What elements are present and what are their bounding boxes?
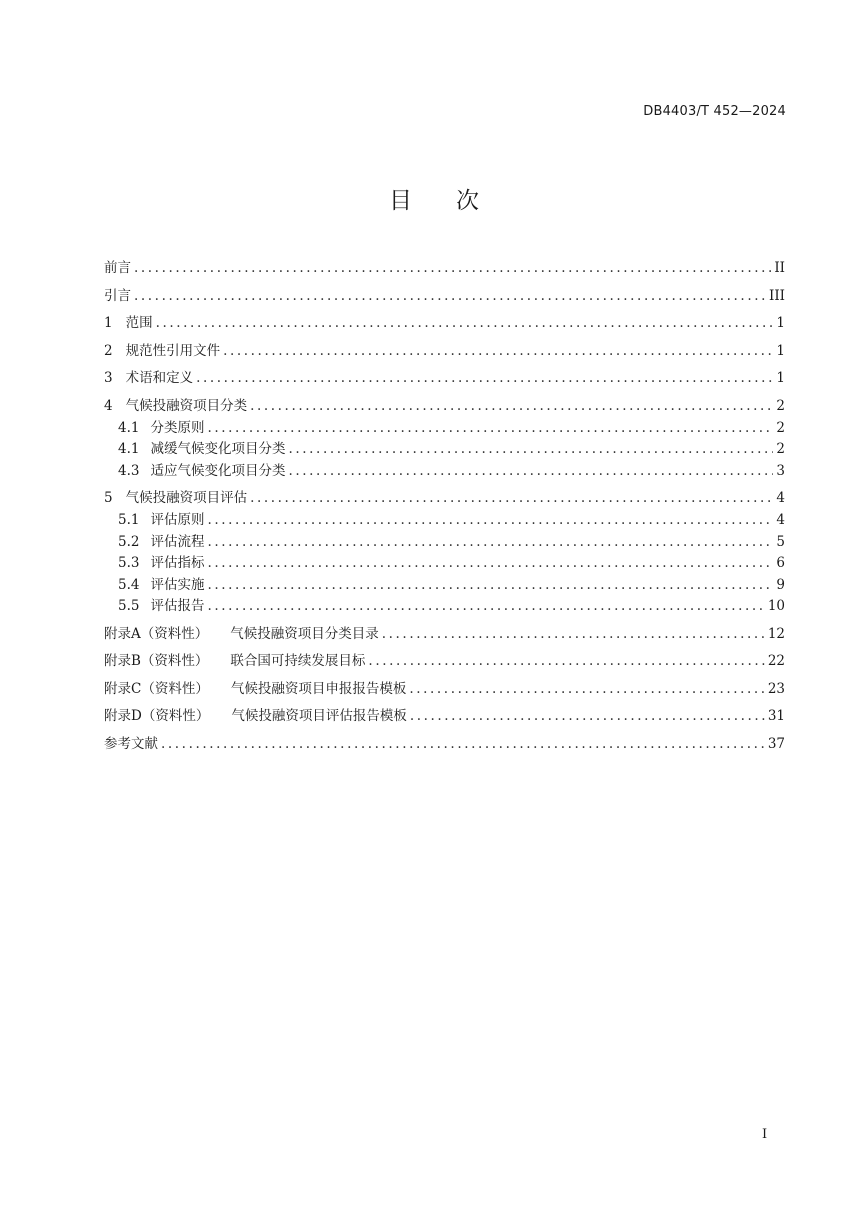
toc-leader-dots bbox=[161, 733, 765, 755]
toc-entry-page: 5 bbox=[776, 533, 785, 550]
toc-entry-page: 10 bbox=[767, 598, 785, 614]
toc-entry-page: 4 bbox=[776, 512, 785, 528]
toc-entry-page: 2 bbox=[776, 397, 785, 414]
toc-entry-label: 术语和定义 bbox=[125, 370, 194, 386]
toc-entry-number: 4 bbox=[104, 397, 113, 414]
toc-entry-number: 5.2 bbox=[118, 533, 140, 550]
toc-entry[interactable] bbox=[104, 650, 785, 672]
toc-entry-number: 5.1 bbox=[118, 512, 140, 528]
toc-entry-label: 引言 bbox=[104, 287, 131, 304]
toc-entry-number: 2 bbox=[104, 342, 113, 359]
toc-entry-label: 规范性引用文件 bbox=[125, 342, 221, 359]
toc-entry-label: 分类原则 bbox=[150, 419, 205, 436]
toc-entry[interactable] bbox=[104, 509, 785, 531]
toc-leader-dots bbox=[250, 487, 773, 509]
toc-entry-label: 减缓气候变化项目分类 bbox=[150, 441, 286, 457]
toc-leader-dots bbox=[288, 438, 773, 460]
toc-entry[interactable] bbox=[104, 367, 785, 389]
toc-entry-number: 1 bbox=[104, 315, 113, 331]
toc-leader-dots bbox=[382, 623, 765, 645]
toc-entry-page: 1 bbox=[776, 370, 785, 386]
toc-entry-number: 5.4 bbox=[118, 576, 140, 593]
toc-entry-number: 4.1 bbox=[118, 419, 140, 436]
toc-entry-number: 5 bbox=[104, 490, 113, 506]
toc-entry[interactable] bbox=[104, 285, 785, 307]
toc-entry-number: 5.3 bbox=[118, 555, 140, 571]
toc-entry[interactable] bbox=[104, 531, 785, 553]
toc-entry-page: 37 bbox=[767, 735, 785, 752]
page-number: I bbox=[762, 1127, 768, 1142]
toc-entry-number: 5.5 bbox=[118, 598, 140, 614]
toc-entry[interactable] bbox=[104, 733, 785, 755]
toc-leader-dots bbox=[207, 509, 773, 531]
toc-leader-dots bbox=[207, 595, 764, 617]
toc-entry[interactable] bbox=[104, 552, 785, 574]
toc-entry-label: 范围 bbox=[125, 315, 153, 331]
table-of-contents bbox=[104, 257, 785, 755]
toc-entry[interactable] bbox=[104, 395, 785, 417]
toc-entry-page: II bbox=[774, 260, 785, 276]
toc-entry-page: 4 bbox=[776, 490, 785, 506]
toc-entry-page: 1 bbox=[776, 342, 785, 359]
toc-entry-label: 评估实施 bbox=[150, 576, 205, 593]
toc-entry-number: 4.3 bbox=[118, 462, 140, 479]
toc-leader-dots bbox=[207, 574, 773, 596]
toc-entry-label: 气候投融资项目申报报告模板 bbox=[230, 680, 407, 697]
toc-leader-dots bbox=[207, 552, 773, 574]
toc-entry-label: 评估流程 bbox=[150, 533, 205, 550]
toc-entry-label: 气候投融资项目评估报告模板 bbox=[231, 708, 407, 724]
toc-entry-page: 22 bbox=[767, 653, 785, 669]
toc-leader-dots bbox=[156, 312, 774, 334]
toc-entry-label: 气候投融资项目分类目录 bbox=[230, 625, 379, 642]
toc-entry-number: 附录D（资料性） bbox=[104, 708, 210, 724]
toc-leader-dots bbox=[250, 395, 773, 417]
toc-entry[interactable] bbox=[104, 340, 785, 362]
document-code: DB4403/T 452—2024 bbox=[643, 104, 786, 119]
toc-leader-dots bbox=[223, 340, 773, 362]
toc-entry-number: 附录C（资料性） bbox=[104, 680, 209, 697]
toc-entry-label: 评估原则 bbox=[150, 512, 205, 528]
toc-entry-page: 12 bbox=[767, 625, 785, 642]
toc-entry[interactable] bbox=[104, 460, 785, 482]
toc-entry[interactable] bbox=[104, 705, 785, 727]
toc-entry-page: 3 bbox=[776, 462, 785, 479]
toc-entry-page: 9 bbox=[776, 576, 785, 593]
toc-entry-label: 联合国可持续发展目标 bbox=[230, 653, 366, 669]
toc-entry-label: 气候投融资项目评估 bbox=[125, 490, 248, 506]
toc-leader-dots bbox=[207, 531, 773, 553]
toc-entry-number: 附录A（资料性） bbox=[104, 625, 209, 642]
toc-entry-label: 适应气候变化项目分类 bbox=[150, 462, 286, 479]
toc-entry[interactable] bbox=[104, 417, 785, 439]
toc-leader-dots bbox=[134, 285, 766, 307]
toc-entry-page: 2 bbox=[776, 441, 785, 457]
toc-entry-number: 附录B（资料性） bbox=[104, 653, 209, 669]
toc-entry[interactable] bbox=[104, 623, 785, 645]
toc-leader-dots bbox=[368, 650, 764, 672]
toc-entry-page: III bbox=[769, 287, 785, 304]
page-title-part1: 目 bbox=[389, 188, 412, 214]
toc-leader-dots bbox=[196, 367, 773, 389]
toc-entry-page: 6 bbox=[776, 555, 785, 571]
page-title bbox=[0, 182, 868, 215]
toc-entry-page: 1 bbox=[776, 315, 785, 331]
toc-entry-label: 评估报告 bbox=[150, 598, 205, 614]
toc-entry[interactable] bbox=[104, 257, 785, 279]
toc-entry-number: 4.1 bbox=[118, 441, 140, 457]
toc-entry[interactable] bbox=[104, 595, 785, 617]
page-title-part2: 次 bbox=[456, 188, 479, 214]
toc-entry-number: 3 bbox=[104, 370, 113, 386]
toc-leader-dots bbox=[134, 257, 771, 279]
toc-leader-dots bbox=[288, 460, 773, 482]
toc-entry-page: 31 bbox=[767, 708, 785, 724]
toc-entry[interactable] bbox=[104, 574, 785, 596]
toc-leader-dots bbox=[207, 417, 773, 439]
toc-leader-dots bbox=[410, 705, 765, 727]
toc-entry-label: 气候投融资项目分类 bbox=[125, 397, 248, 414]
toc-entry[interactable] bbox=[104, 438, 785, 460]
toc-entry-page: 23 bbox=[767, 680, 785, 697]
toc-entry-label: 评估指标 bbox=[150, 555, 205, 571]
toc-entry-label: 前言 bbox=[104, 260, 131, 276]
toc-leader-dots bbox=[409, 678, 764, 700]
toc-entry-page: 2 bbox=[776, 419, 785, 436]
toc-entry[interactable] bbox=[104, 678, 785, 700]
toc-entry[interactable] bbox=[104, 312, 785, 334]
toc-entry-label: 参考文献 bbox=[104, 735, 158, 752]
toc-entry[interactable] bbox=[104, 487, 785, 509]
